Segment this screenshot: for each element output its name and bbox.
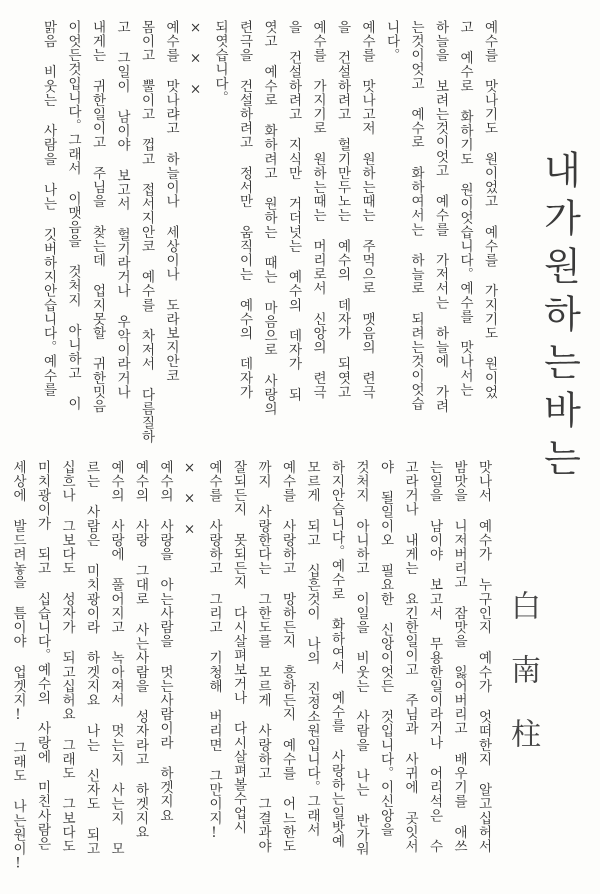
text-column: 고 그일이 남이야 보고서 헐기라거나 우악이라거나 [114,20,130,400]
article-title: 내가원하는바는 [537,150,581,486]
text-column: 니다。 [383,20,400,63]
text-column: 미치광이가 되고 십습니다。예수의 사랑에 미친사람은 [34,460,51,851]
text-column: 예수의 사랑에 풀어지고 녹아져서 멋는지 사는지 모 [108,460,124,856]
text-column: 세상에 발드려놓을 틈이야 업겟지! 그래도 나는원이! [10,460,26,873]
text-column: 는일을 남이야 보고서 무용한일이라거나 어리석은 수 [426,460,443,854]
text-column: 예수를 사랑하고 그리고 기청해 버리면 그만이지! [206,460,222,842]
text-column: 예수를 가지기로 원하는때는 머리로서 신앙의 련극 [310,20,326,400]
text-column: 내게는 귀한일이고 주님을 찾는데 업지못할 귀한밋음 [89,20,106,414]
text-column: 맑음 비웃는 사람을 나는 깃버하지안습니다。예수를 [40,20,57,397]
text-column: 을 건설하려고 지식만 거더넛는 예수의 데자가 되 [285,20,302,402]
text-column: 야 될일이오 필요한 신앙이엇든 것입니다。이신앙을 [377,460,394,837]
text-column: 몸이고 뿔이고 껍고 접서지안코 예수를 차저서 다름질하 [138,20,155,444]
text-column: 까지 사랑한다는 그한도를 모르게 사랑하고 그결과야 [255,460,271,854]
text-column: × × × [181,460,198,538]
text-column: 잘되든지 못되든지 다시살펴보거나 다시살펴볼수업시 [230,460,247,835]
text-column: 엿고 예수로 화하려고 원하는 때는 마음으로 사랑의 [261,20,277,416]
text-column: 밤맛을 니저버리고 잠맛을 잃어버리고 배우기를 애쓰 [451,460,467,854]
text-column: 는것이엇고 예수로 화하여서는 하늘로 되려는것이엇습 [408,20,424,411]
text-column: 고라거나 내게는 요긴한일이고 주님과 사귀에 곳잇서 [402,460,418,854]
text-column: 고 예수로 화하기도 원이엇습니다。예수를 맛나서는 [457,20,473,397]
text-column: 되엿습니다。 [212,20,228,105]
text-column: 예수를 사랑하고 망하든지 흥하든지 예수를 어느한도 [279,460,296,854]
text-column: 이엇든것입니다。그래서 이맷음을 것처지 아니하고 이 [65,20,81,411]
text-column: 르는 사람은 미치광이라 하겟지요 나는 신자도 되고 [83,460,100,856]
text-column: 을 건설하려고 헐기만두노는 예수의 데자가 되엿고 [334,20,351,400]
text-column: 맛나서 예수가 누구인지 예수가 엇떠한지 알고십허서 [475,460,492,854]
text-column: × × × [187,20,204,98]
text-column: 예수의 사랑을 아는사람을 멋는사람이라 하겟지요 [157,460,173,823]
author-name: 白南柱 [505,590,540,782]
text-column: 모르게 되고 십흔것이 나의 진정소원입니다。그래서 [304,460,320,837]
text-column: 예수를 맛나고저 원하는때는 주먹으로 맷음의 련극 [359,20,375,400]
text-column: 하지안습니다。예수로 화하여서 예수를 사랑하는일밧예 [328,460,345,849]
text-column: 예수를 맛나기도 원이었고 예수를 가지기도 원이었 [481,20,498,400]
text-column: 하늘을 보려는것이엇고 예수를 가저서는 하늘에 가려 [432,20,449,414]
text-column: 련극을 건설하려고 정서만 움직이는 예수의 데자가 [236,20,253,400]
text-column: 예수의 사랑 그대로 사는사람을 성자라고 하겟지요 [132,460,149,840]
text-column: 것처지 아니하고 이일을 비웃는 사람을 나는 반가워 [353,460,369,856]
text-column: 예수를 맛나랴고 하늘이나 세상이나 도라보지안코 [163,20,179,383]
text-column: 십흐나 그보다도 성자가 되고십허요 그래도 그보다도 [59,460,75,854]
